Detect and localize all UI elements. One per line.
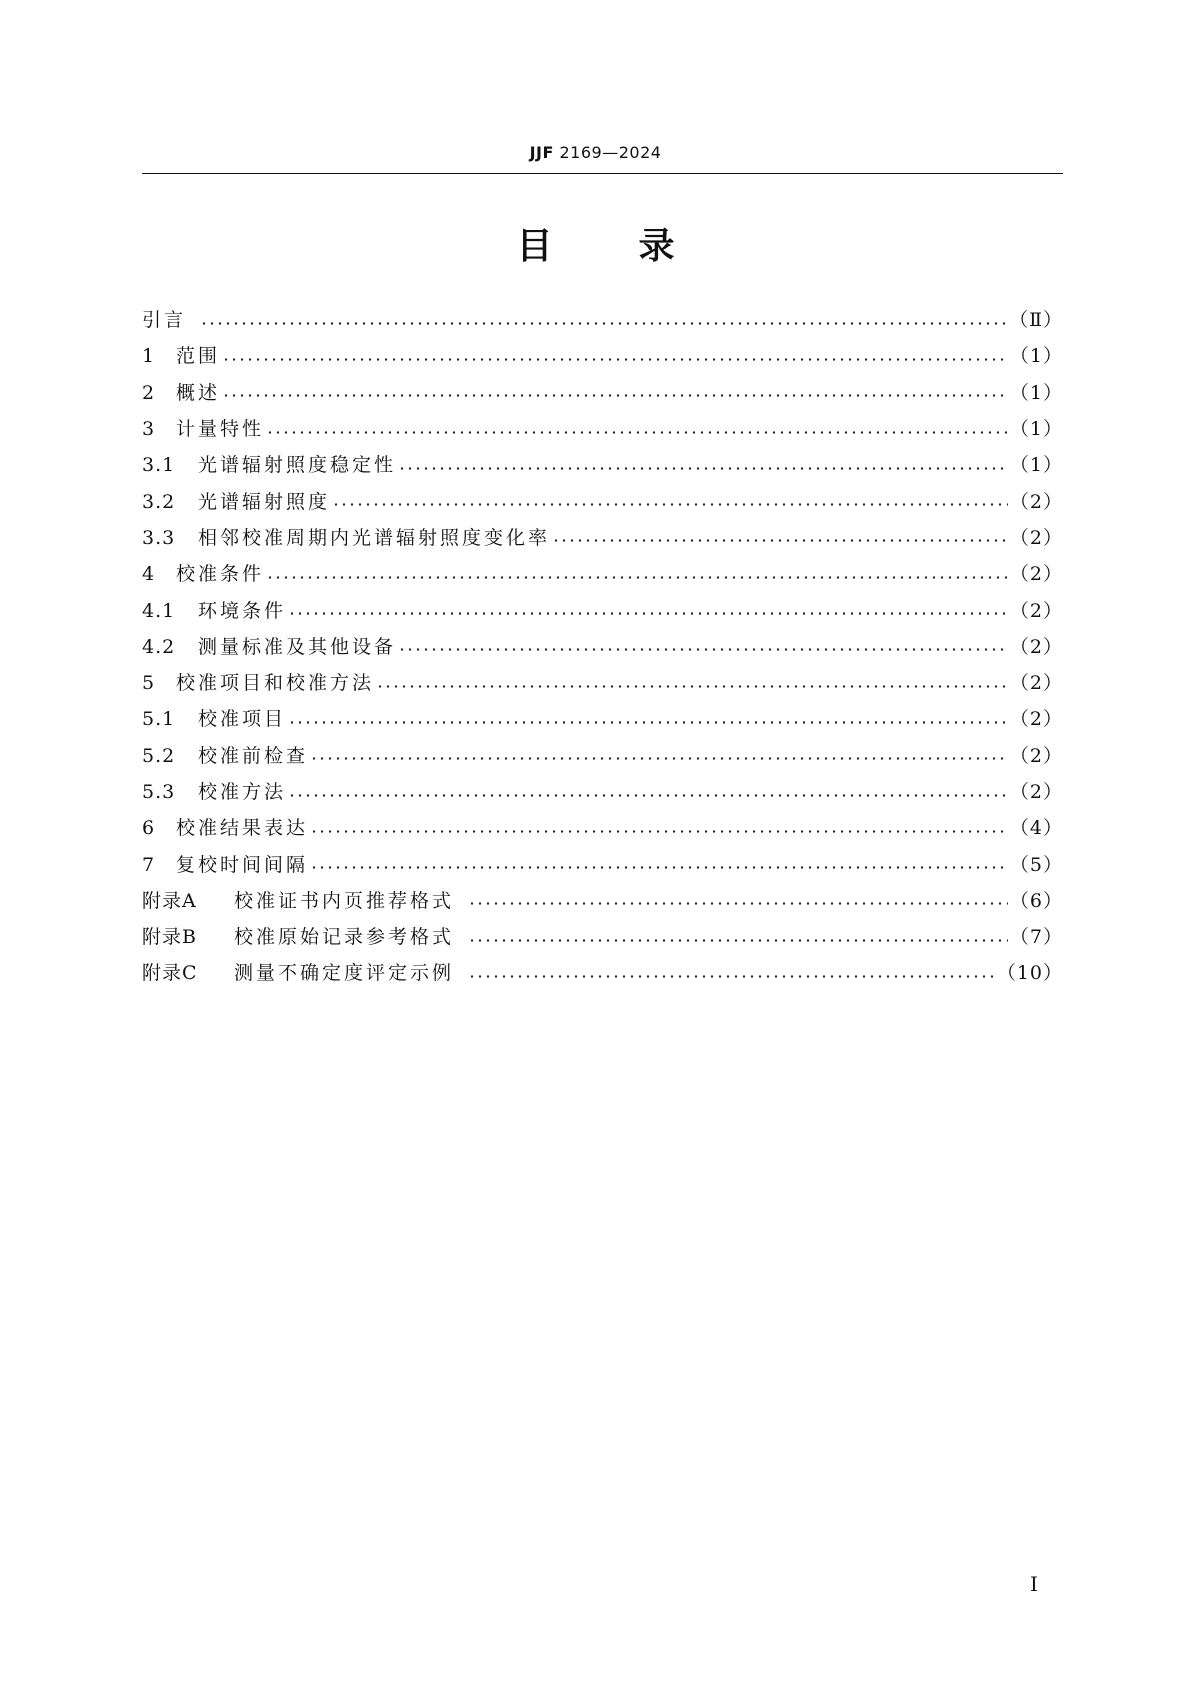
toc-entry-title: 校准条件 [176, 563, 265, 586]
toc-entry[interactable] [142, 810, 1063, 846]
toc-entry-title: 校准前检查 [198, 744, 309, 767]
toc-entry-page: （2） [1009, 672, 1063, 695]
toc-entry[interactable] [142, 447, 1063, 483]
toc-leader-dots [332, 503, 1008, 506]
toc-leader-dots [288, 612, 1008, 615]
toc-entry-page: （2） [1009, 599, 1063, 622]
toc-entry-page: （1） [1009, 454, 1063, 477]
toc-entry-number: 6 [142, 817, 156, 840]
toc-entry-title: 校准证书内页推荐格式 [234, 889, 455, 912]
toc-entry[interactable] [142, 774, 1063, 810]
toc-entry-title: 测量标准及其他设备 [198, 635, 397, 658]
toc-entry-number: 附录A [142, 889, 197, 912]
toc-entry-number: 3.3 [142, 526, 176, 549]
toc-entry[interactable] [142, 919, 1063, 955]
title-char-1: 目 [516, 226, 553, 267]
toc-entry-number: 1 [142, 345, 156, 368]
toc-leader-dots [222, 358, 1008, 361]
toc-entry-number: 3.1 [142, 454, 176, 477]
header-divider [142, 173, 1063, 174]
toc-entry[interactable] [142, 375, 1063, 411]
toc-entry-title: 光谱辐射照度稳定性 [198, 454, 397, 477]
toc-entry[interactable] [142, 592, 1063, 628]
toc-leader-dots [310, 757, 1008, 760]
toc-leader-dots [468, 975, 995, 978]
toc-leader-dots [266, 576, 1008, 579]
toc-entry[interactable] [142, 483, 1063, 519]
toc-leader-dots [288, 794, 1008, 797]
toc-leader-dots [468, 902, 1008, 905]
toc-entry-page: （2） [1009, 744, 1063, 767]
toc-entry-page: （2） [1009, 563, 1063, 586]
toc-leader-dots [266, 431, 1008, 434]
toc-entry-number: 附录B [142, 926, 197, 949]
toc-entry-number: 4.1 [142, 599, 176, 622]
toc-entry-page: （2） [1009, 526, 1063, 549]
toc-entry-number: 5.2 [142, 744, 176, 767]
toc-entry[interactable] [142, 556, 1063, 592]
toc-entry-number: 3 [142, 418, 156, 441]
toc-entry-title: 校准项目和校准方法 [176, 672, 375, 695]
toc-entry[interactable] [142, 738, 1063, 774]
toc-entry-title: 计量特性 [176, 418, 265, 441]
toc-entry-title: 概述 [176, 381, 221, 404]
toc-entry[interactable] [142, 846, 1063, 882]
toc-entry-page: （5） [1009, 853, 1063, 876]
toc-entry-page: （1） [1009, 418, 1063, 441]
toc-entry-page: （6） [1009, 889, 1063, 912]
toc-entry[interactable] [142, 629, 1063, 665]
toc-entry-page: （4） [1009, 817, 1063, 840]
toc-leader-dots [310, 830, 1008, 833]
toc-entry-title: 光谱辐射照度 [198, 490, 331, 513]
toc-entry-number: 4.2 [142, 635, 176, 658]
toc-entry-title: 校准项目 [198, 708, 287, 731]
toc-entry-number: 5.1 [142, 708, 176, 731]
toc-entry[interactable] [142, 411, 1063, 447]
toc-leader-dots [288, 721, 1008, 724]
toc-leader-dots [398, 467, 1008, 470]
toc-entry-title: 校准方法 [198, 781, 287, 803]
toc-entry-title: 范围 [176, 345, 221, 368]
toc-entry-page: （2） [1009, 708, 1063, 731]
toc-entry-number: 2 [142, 381, 156, 404]
toc-entry-number: 4 [142, 563, 156, 586]
toc-leader-dots [310, 866, 1008, 869]
toc-entry-title: 测量不确定度评定示例 [234, 962, 455, 985]
toc-entry-page: （2） [1009, 781, 1063, 803]
toc-entry-title: 复校时间间隔 [176, 853, 309, 876]
toc-entry[interactable] [142, 701, 1063, 737]
toc-entry-number: 5 [142, 672, 156, 695]
toc-entry-number: 5.3 [142, 781, 176, 803]
toc-leader-dots [398, 648, 1008, 651]
toc-entry-page: （2） [1009, 635, 1063, 658]
toc-entry-page: （2） [1009, 490, 1063, 513]
toc-leader-dots [468, 939, 1008, 942]
toc-entry-number: 3.2 [142, 490, 176, 513]
toc-entry-title: 校准原始记录参考格式 [234, 926, 455, 949]
page-number: Ⅰ [1030, 1572, 1038, 1596]
toc-entry-title: 引言 [142, 309, 187, 332]
standard-prefix: JJF [529, 143, 554, 162]
toc-entry[interactable] [142, 338, 1063, 374]
page-title [0, 222, 1191, 272]
title-char-2: 录 [638, 226, 675, 267]
toc-leader-dots [222, 394, 1008, 397]
toc-entry-page: （1） [1009, 345, 1063, 368]
table-of-contents [142, 302, 1063, 992]
toc-entry-title: 相邻校准周期内光谱辐射照度变化率 [198, 526, 551, 549]
toc-entry[interactable] [142, 883, 1063, 919]
toc-entry[interactable] [142, 520, 1063, 556]
toc-entry[interactable] [142, 955, 1063, 991]
toc-entry-title: 环境条件 [198, 599, 287, 622]
toc-entry-number: 附录C [142, 962, 198, 985]
toc-entry[interactable] [142, 302, 1063, 338]
toc-leader-dots [552, 539, 1008, 542]
toc-entry[interactable] [142, 665, 1063, 701]
toc-entry-number: 7 [142, 853, 156, 876]
toc-entry-page: （10） [996, 962, 1063, 985]
standard-number: 2169—2024 [559, 143, 662, 162]
document-header [0, 143, 1191, 162]
toc-entry-title: 校准结果表达 [176, 817, 309, 840]
toc-leader-dots [200, 322, 1007, 325]
toc-leader-dots [376, 685, 1008, 688]
toc-entry-page: （Ⅱ） [1009, 309, 1063, 332]
toc-entry-page: （7） [1009, 926, 1063, 949]
toc-entry-page: （1） [1009, 381, 1063, 404]
